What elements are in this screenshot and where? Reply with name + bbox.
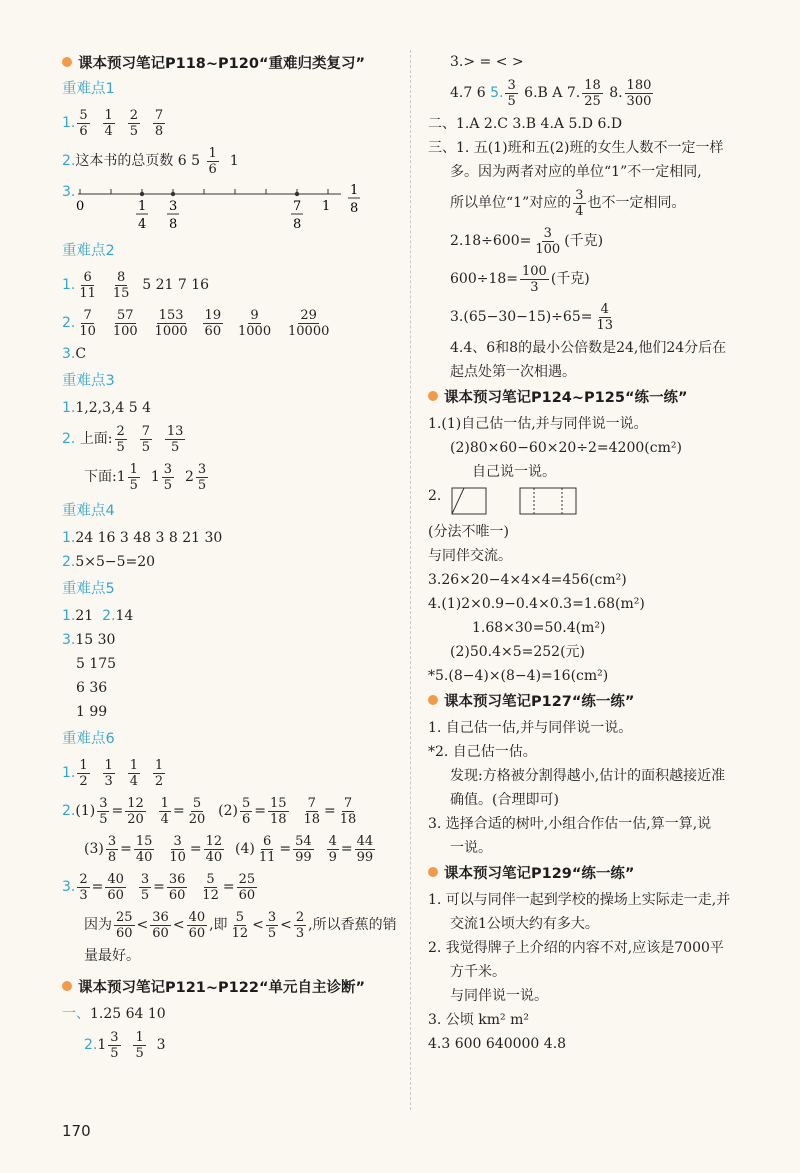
page-number: 170 bbox=[62, 1122, 91, 1140]
r-a3: 3.> = < > bbox=[450, 54, 524, 70]
fraction: $\frac{57}{100}$ bbox=[112, 307, 138, 339]
r-sec3-3: 3.(65−30−15)÷65= $\frac{4}{13}$ bbox=[450, 301, 614, 333]
r-s5-4: 4.3 600 640000 4.8 bbox=[428, 1036, 567, 1052]
svg-text:1: 1 bbox=[350, 183, 359, 198]
svg-text:8: 8 bbox=[293, 217, 302, 232]
whole-part: 2 bbox=[184, 469, 194, 485]
section-header-3: 课本预习笔记P124~P125“练一练” bbox=[428, 384, 778, 408]
key-point-6-label: 重难点6 bbox=[62, 731, 115, 747]
bullet-dot-icon bbox=[428, 867, 438, 877]
r-s3-1b: (2)80×60−60×20÷2=4200(cm²) bbox=[450, 440, 682, 456]
r-s5-2c: 与同伴说一说。 bbox=[450, 988, 548, 1004]
number-line bbox=[76, 180, 396, 236]
r-s3-2note: (分法不唯一) bbox=[428, 524, 509, 540]
fraction: $\frac{3}{4}$ bbox=[575, 187, 584, 219]
key-point-5-label: 重难点5 bbox=[62, 581, 115, 597]
r-s4-2: *2. 自己估一估。 bbox=[428, 744, 537, 760]
kp2-q1: 1. $\frac{6}{11}$ $\frac{8}{15}$ 5 21 7 16 bbox=[62, 269, 210, 301]
bullet-dot-icon bbox=[428, 695, 438, 705]
column-divider bbox=[410, 50, 411, 1110]
fraction: $\frac{3}{5}$ bbox=[197, 461, 207, 493]
fraction: $\frac{3}{5}$ bbox=[163, 461, 173, 493]
fraction: $\frac{1}{3}$ bbox=[104, 757, 113, 789]
svg-text:7: 7 bbox=[293, 199, 302, 214]
kp3-q2a: 2. 上面: $\frac{2}{5}$ $\frac{7}{5}$ $\frac{13}{5}$ bbox=[62, 423, 184, 455]
kp4-q2: 2.5×5−5=20 bbox=[62, 554, 156, 570]
s2-q1: 一、1.25 64 10 bbox=[62, 1006, 166, 1022]
whole-part: 1 bbox=[116, 469, 126, 485]
section-header-1: 课本预习笔记P118~P120“重难归类复习” bbox=[62, 50, 402, 74]
kp1-q2: 2.这本书的总页数 6 5 $\frac{1}{6}$ 1 bbox=[62, 145, 239, 177]
r-s5-2a: 2. 我觉得牌子上介绍的内容不对,应该是7000平 bbox=[428, 940, 724, 956]
svg-text:1: 1 bbox=[138, 199, 147, 214]
left-column bbox=[62, 50, 402, 1064]
r-s3-3: 3.26×20−4×4×4=456(cm²) bbox=[428, 572, 627, 588]
r-s5-1a: 1. 可以与同伴一起到学校的操场上实际走一走,并 bbox=[428, 892, 731, 908]
kp3-q1: 1.1,2,3,4 5 4 bbox=[62, 400, 152, 416]
r-a4: 4.7 6 5. $\frac{3}{5}$ 6.B A 7. $\frac{18}{25}$ 8. $\frac{180}{300}$ bbox=[450, 77, 652, 109]
number-line-fraction bbox=[167, 192, 179, 232]
r-s3-2: 2. bbox=[428, 484, 778, 520]
fraction: $\frac{19}{60}$ bbox=[204, 307, 222, 339]
r-sec3-2b: 600÷18= $\frac{100}{3}$ (千克) bbox=[450, 263, 590, 295]
fraction: $\frac{6}{11}$ bbox=[79, 269, 96, 301]
r-sec3-1b: 多。因为两者对应的单位“1”不一定相同, bbox=[450, 164, 702, 180]
fraction: $\frac{180}{300}$ bbox=[626, 77, 652, 109]
number-line-fraction bbox=[348, 183, 360, 216]
fraction: $\frac{3}{100}$ bbox=[535, 225, 561, 257]
kp2-q3: 3.C bbox=[62, 346, 87, 362]
r-s3-4a: 4.(1)2×0.9−0.4×0.3=1.68(m²) bbox=[428, 596, 645, 612]
r-sec2: 二、1.A 2.C 3.B 4.A 5.D 6.D bbox=[428, 116, 623, 132]
svg-text:8: 8 bbox=[350, 201, 359, 216]
svg-text:3: 3 bbox=[169, 199, 178, 214]
fraction: $\frac{100}{3}$ bbox=[522, 263, 547, 295]
r-s4-1: 1. 自己估一估,并与同伴说一说。 bbox=[428, 720, 633, 736]
kp1-q3-number-line: 3. 0 1 1 4 3 8 7 8 1 8 bbox=[62, 180, 402, 236]
r-s4-2c: 确值。(合理即可) bbox=[450, 792, 559, 808]
bullet-dot-icon bbox=[62, 981, 72, 991]
fraction: $\frac{13}{5}$ bbox=[166, 423, 184, 455]
fraction: $\frac{1}{6}$ bbox=[208, 145, 217, 177]
r-s4-3b: 一说。 bbox=[450, 840, 492, 856]
fraction: $\frac{7}{5}$ bbox=[141, 423, 150, 455]
svg-text:8: 8 bbox=[169, 217, 178, 232]
right-column bbox=[428, 50, 778, 1056]
r-s3-1c: 自己说一说。 bbox=[472, 464, 556, 480]
r-s5-3: 3. 公顷 km² m² bbox=[428, 1012, 529, 1028]
kp4-q1: 1.24 16 3 48 3 8 21 30 bbox=[62, 530, 223, 546]
fraction: $\frac{29}{10000}$ bbox=[288, 307, 330, 339]
kp2-q2: 2. $\frac{7}{10}$ $\frac{57}{100}$ $\frac{153}{1000}$ $\frac{19}{60}$ $\frac{9}{1000}$ $\frac{29}{10000}$ bbox=[62, 307, 330, 339]
fraction: $\frac{1}{2}$ bbox=[79, 757, 88, 789]
r-s5-1b: 交流1公顷大约有多大。 bbox=[450, 916, 599, 932]
fraction: $\frac{2}{5}$ bbox=[129, 107, 139, 139]
fraction: $\frac{5}{6}$ bbox=[79, 107, 88, 139]
svg-text:1: 1 bbox=[322, 199, 331, 214]
whole-part: 1 bbox=[150, 469, 160, 485]
r-s3-5: *5.(8−4)×(8−4)=16(cm²) bbox=[428, 668, 609, 684]
fraction: $\frac{18}{25}$ bbox=[584, 77, 601, 109]
r-sec3-1a: 三、1. 五(1)班和五(2)班的女生人数不一定一样 bbox=[428, 140, 724, 156]
kp6-q3-end: 量最好。 bbox=[84, 948, 140, 964]
r-sec3-4b: 起点处第一次相遇。 bbox=[450, 364, 576, 380]
r-sec3-1c: 所以单位“1”对应的 $\frac{3}{4}$ 也不一定相同。 bbox=[450, 187, 686, 219]
r-sec3-4a: 4.4、6和8的最小公倍数是24,他们24分后在 bbox=[450, 340, 727, 356]
number-line-fraction bbox=[291, 192, 303, 232]
r-s4-2b: 发现:方格被分割得越小,估计的面积越接近准 bbox=[450, 768, 726, 784]
r-s5-2b: 方千米。 bbox=[450, 964, 506, 980]
svg-text:0: 0 bbox=[76, 199, 85, 214]
fraction: $\frac{1}{5}$ bbox=[135, 1029, 144, 1061]
svg-text:4: 4 bbox=[138, 217, 147, 232]
fraction: $\frac{8}{15}$ bbox=[112, 269, 130, 301]
fraction: $\frac{153}{1000}$ bbox=[154, 307, 188, 339]
bullet-dot-icon bbox=[428, 391, 438, 401]
kp6-q1: 1. $\frac{1}{2}$ $\frac{1}{3}$ $\frac{1}{4}$ $\frac{1}{2}$ bbox=[62, 757, 164, 789]
fraction: $\frac{2}{5}$ bbox=[116, 423, 125, 455]
fraction: $\frac{1}{4}$ bbox=[129, 757, 139, 789]
kp6-q2-row1: 2.(1) $\frac{3}{5}$ = $\frac{12}{20}$ $\frac{1}{4}$ = $\frac{5}{20}$ (2) $\frac{5}{6}$ = $\frac{15}{18}$ $\frac{7}{18}$ = $\frac{7}{18}$ bbox=[62, 795, 357, 827]
key-point-1-label: 重难点1 bbox=[62, 81, 115, 97]
kp5-q3-row: 5 175 bbox=[76, 656, 117, 672]
section-header-5: 课本预习笔记P129“练一练” bbox=[428, 860, 778, 884]
key-point-2-label: 重难点2 bbox=[62, 243, 115, 259]
fraction: $\frac{3}{5}$ bbox=[507, 77, 516, 109]
fraction: $\frac{7}{8}$ bbox=[154, 107, 164, 139]
kp5-q1: 1.21 2.14 bbox=[62, 608, 134, 624]
fraction: $\frac{4}{13}$ bbox=[596, 301, 614, 333]
section-header-2: 课本预习笔记P121~P122“单元自主诊断” bbox=[62, 974, 402, 998]
kp6-q3: 3. $\frac{2}{3}$ = $\frac{40}{60}$ $\frac{3}{5}$ = $\frac{36}{60}$ $\frac{5}{12}$ = $\frac{25}{60}$ bbox=[62, 871, 256, 903]
r-s4-3a: 3. 选择合适的树叶,小组合作估一估,算一算,说 bbox=[428, 816, 712, 832]
fraction: $\frac{9}{1000}$ bbox=[238, 307, 272, 339]
whole-part: 1 bbox=[97, 1037, 107, 1053]
section-header-4: 课本预习笔记P127“练一练” bbox=[428, 688, 778, 712]
s2-q2: 2.1 $\frac{3}{5}$ $\frac{1}{5}$ 3 bbox=[84, 1029, 166, 1061]
kp6-q3-because: 因为 $\frac{25}{60}$ < $\frac{36}{60}$ < $\frac{40}{60}$ ,即 $\frac{5}{12}$ < $\frac{3}{5}$ < $\frac{2}{3}$ ,所以香蕉的销 bbox=[84, 909, 397, 941]
r-sec3-2a: 2.18÷600= $\frac{3}{100}$ (千克) bbox=[450, 225, 604, 257]
fraction: $\frac{3}{5}$ bbox=[110, 1029, 119, 1061]
r-s3-2c: 与同伴交流。 bbox=[428, 548, 512, 564]
fraction: $\frac{7}{10}$ bbox=[79, 307, 96, 339]
kp5-q3-row: 1 99 bbox=[76, 704, 108, 720]
kp5-q3-row: 3.15 30 bbox=[62, 632, 116, 648]
fraction: $\frac{1}{5}$ bbox=[129, 461, 138, 493]
key-point-3-label: 重难点3 bbox=[62, 373, 115, 389]
fraction: $\frac{1}{4}$ bbox=[104, 107, 113, 139]
r-s3-4b: 1.68×30=50.4(m²) bbox=[472, 620, 606, 636]
fraction: $\frac{1}{2}$ bbox=[154, 757, 164, 789]
kp5-q3-row: 6 36 bbox=[76, 680, 108, 696]
split-shapes-diagram bbox=[446, 484, 626, 520]
key-point-4-label: 重难点4 bbox=[62, 503, 115, 519]
kp3-q2b: 下面:1 $\frac{1}{5}$ 1 $\frac{3}{5}$ 2 $\frac{3}{5}$ bbox=[84, 461, 207, 493]
kp6-q2-row2: (3) $\frac{3}{8}$ = $\frac{15}{40}$ $\frac{3}{10}$ = $\frac{12}{40}$ (4) $\frac{6}{11}$ = $\frac{54}{99}$ $\frac{4}{9}$ = $\frac{44}{99}$ bbox=[84, 833, 374, 865]
kp1-q1: 1. $\frac{5}{6}$ $\frac{1}{4}$ $\frac{2}{5}$ $\frac{7}{8}$ bbox=[62, 107, 164, 139]
r-s3-4c: (2)50.4×5=252(元) bbox=[450, 644, 586, 660]
number-line-fraction bbox=[136, 192, 148, 232]
r-s3-1a: 1.(1)自己估一估,并与同伴说一说。 bbox=[428, 416, 648, 432]
bullet-dot-icon bbox=[62, 57, 72, 67]
